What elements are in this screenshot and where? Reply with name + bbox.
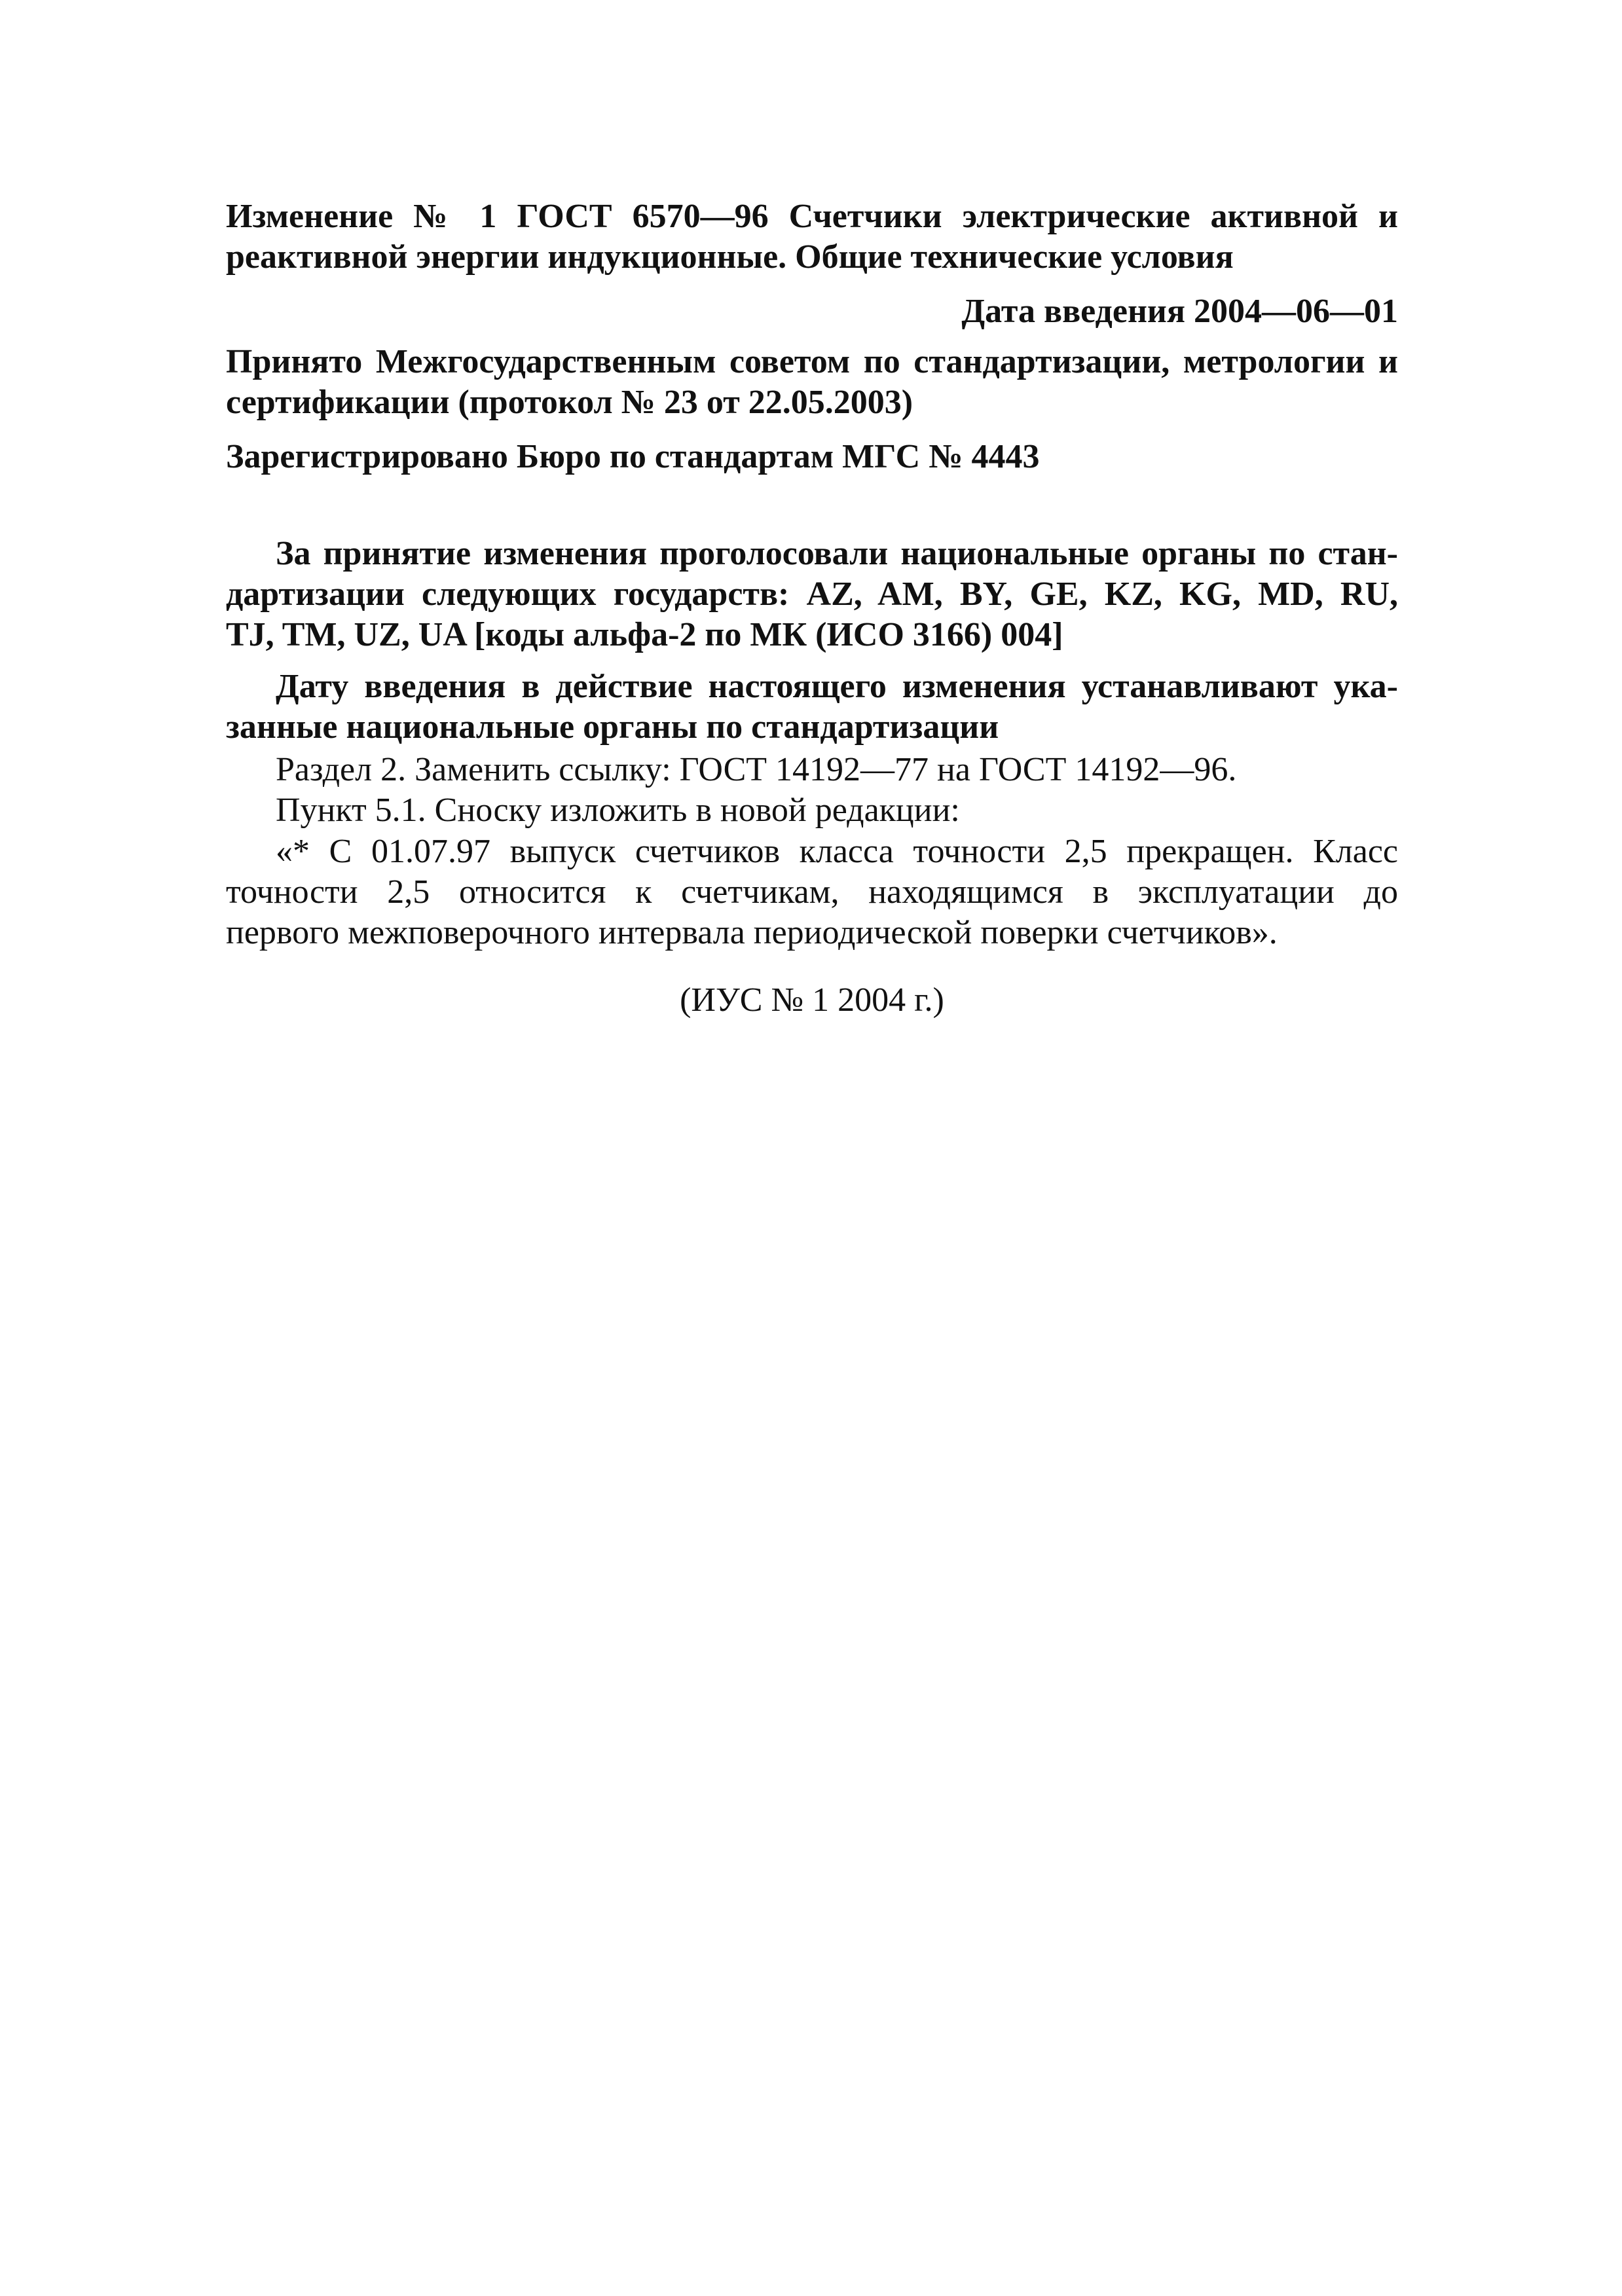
adopted-statement	[226, 342, 1398, 423]
date-set-paragraph	[226, 666, 1398, 748]
registration-statement: Зарегистрировано Бюро по стандартам МГС № 4443	[226, 438, 1040, 475]
section-2-paragraph	[226, 750, 1398, 790]
footnote-line-3: первого межповерочного интервала периодической поверки счетчиков».	[226, 914, 1278, 951]
point-5-1-text: Пункт 5.1. Сноску изложить в новой редакции:	[276, 792, 960, 829]
voted-line-1: За принятие изменения проголосовали национальные органы по стан-	[276, 535, 1398, 572]
adopted-line-1: Принято Межгосударственным советом по стандартизации, метрологии и	[226, 343, 1398, 380]
voted-line-2: дартизации следующих государств: AZ, AM, BY, GE, KZ, KG, MD, RU,	[226, 575, 1398, 613]
date-set-line-2: занные национальные органы по стандартизации	[226, 708, 999, 746]
point-5-1-paragraph	[226, 790, 1398, 831]
footnote-paragraph	[226, 831, 1398, 953]
voting-paragraph	[226, 534, 1398, 655]
voted-line-3: TJ, TM, UZ, UA [коды альфа-2 по МК (ИСО 3166) 004]	[226, 616, 1063, 653]
adopted-line-2: сертификации (протокол № 23 от 22.05.2003)	[226, 384, 913, 421]
document-title	[226, 196, 1398, 278]
footnote-line-1: «* С 01.07.97 выпуск счетчиков класса точности 2,5 прекращен. Класс	[276, 833, 1398, 870]
title-line-1: Изменение № 1 ГОСТ 6570—96 Счетчики электрические активной и	[226, 198, 1398, 235]
introduction-date: Дата введения 2004—06—01	[961, 293, 1398, 330]
footnote-line-2: точности 2,5 относится к счетчикам, находящимся в эксплуатации до	[226, 873, 1398, 911]
date-set-line-1: Дату введения в действие настоящего изменения устанавливают ука-	[276, 668, 1398, 705]
title-line-2: реактивной энергии индукционные. Общие технические условия	[226, 238, 1234, 276]
source-reference: (ИУС № 1 2004 г.)	[680, 981, 944, 1019]
section-2-text: Раздел 2. Заменить ссылку: ГОСТ 14192—77 на ГОСТ 14192—96.	[276, 751, 1237, 788]
